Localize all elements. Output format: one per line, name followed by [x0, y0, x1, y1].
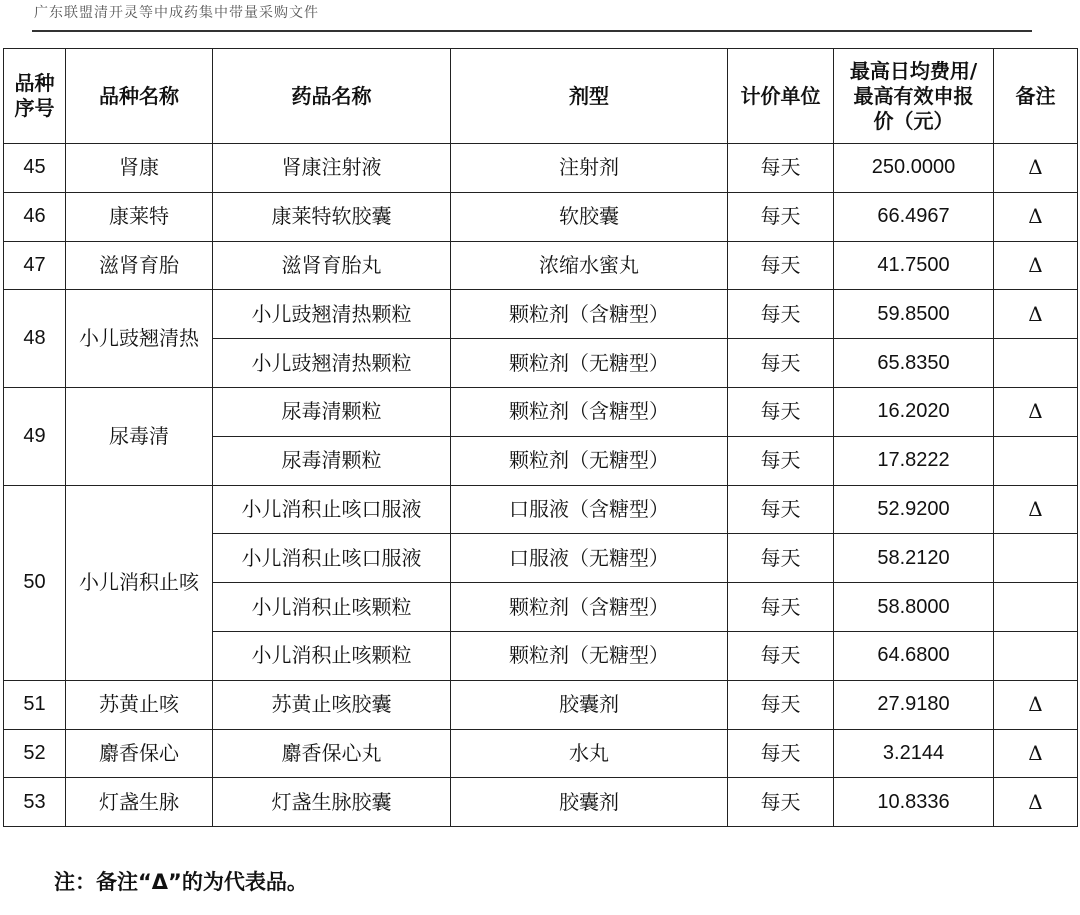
max-price-cell: 250.0000 [834, 144, 994, 193]
max-price-cell: 3.2144 [834, 729, 994, 778]
table-row [4, 485, 1078, 534]
remark-cell: Δ [994, 778, 1078, 827]
drug-name-cell: 小儿豉翘清热颗粒 [213, 339, 451, 388]
remark-cell [994, 631, 1078, 680]
table-row [4, 192, 1078, 241]
variety-no-cell: 50 [4, 485, 66, 680]
max-price-cell: 27.9180 [834, 680, 994, 729]
remark-cell: Δ [994, 729, 1078, 778]
drug-name-cell: 小儿消积止咳颗粒 [213, 631, 451, 680]
dosage-form-cell: 颗粒剂（含糖型） [451, 290, 728, 339]
remark-cell: Δ [994, 485, 1078, 534]
variety-no-cell: 46 [4, 192, 66, 241]
column-header-variety-name: 品种名称 [66, 49, 213, 144]
dosage-form-cell: 颗粒剂（无糖型） [451, 339, 728, 388]
pricing-unit-cell: 每天 [728, 680, 834, 729]
dosage-form-cell: 口服液（无糖型） [451, 534, 728, 583]
variety-name-cell: 小儿消积止咳 [66, 485, 213, 680]
variety-no-cell: 45 [4, 144, 66, 193]
pricing-unit-cell: 每天 [728, 290, 834, 339]
table-body [4, 144, 1078, 827]
table-row [4, 729, 1078, 778]
drug-name-cell: 小儿消积止咳颗粒 [213, 583, 451, 632]
dosage-form-cell: 注射剂 [451, 144, 728, 193]
pricing-unit-cell: 每天 [728, 387, 834, 436]
remark-cell [994, 534, 1078, 583]
remark-cell: Δ [994, 387, 1078, 436]
variety-no-cell: 47 [4, 241, 66, 290]
max-price-cell: 59.8500 [834, 290, 994, 339]
dosage-form-cell: 颗粒剂（含糖型） [451, 583, 728, 632]
drug-name-cell: 麝香保心丸 [213, 729, 451, 778]
max-price-cell: 10.8336 [834, 778, 994, 827]
drug-name-cell: 滋肾育胎丸 [213, 241, 451, 290]
column-header-max-price: 最高日均费用/ 最高有效申报 价（元） [834, 49, 994, 144]
pricing-unit-cell: 每天 [728, 729, 834, 778]
price-table [3, 48, 1078, 827]
drug-name-cell: 小儿豉翘清热颗粒 [213, 290, 451, 339]
remark-cell [994, 436, 1078, 485]
dosage-form-cell: 颗粒剂（含糖型） [451, 387, 728, 436]
dosage-form-cell: 水丸 [451, 729, 728, 778]
drug-name-cell: 康莱特软胶囊 [213, 192, 451, 241]
max-price-cell: 65.8350 [834, 339, 994, 388]
variety-name-cell: 肾康 [66, 144, 213, 193]
remark-cell: Δ [994, 290, 1078, 339]
drug-name-cell: 尿毒清颗粒 [213, 387, 451, 436]
variety-name-cell: 苏黄止咳 [66, 680, 213, 729]
remark-cell [994, 583, 1078, 632]
dosage-form-cell: 浓缩水蜜丸 [451, 241, 728, 290]
table-header-row [4, 49, 1078, 144]
pricing-unit-cell: 每天 [728, 778, 834, 827]
variety-name-cell: 小儿豉翘清热 [66, 290, 213, 388]
column-header-dosage-form: 剂型 [451, 49, 728, 144]
drug-name-cell: 肾康注射液 [213, 144, 451, 193]
max-price-cell: 16.2020 [834, 387, 994, 436]
table-row [4, 778, 1078, 827]
dosage-form-cell: 胶囊剂 [451, 680, 728, 729]
remark-cell: Δ [994, 680, 1078, 729]
variety-no-cell: 51 [4, 680, 66, 729]
variety-no-cell: 48 [4, 290, 66, 388]
column-header-remark: 备注 [994, 49, 1078, 144]
variety-no-cell: 49 [4, 387, 66, 485]
variety-name-cell: 麝香保心 [66, 729, 213, 778]
max-price-cell: 64.6800 [834, 631, 994, 680]
variety-name-cell: 滋肾育胎 [66, 241, 213, 290]
pricing-unit-cell: 每天 [728, 534, 834, 583]
max-price-cell: 58.8000 [834, 583, 994, 632]
table-row [4, 144, 1078, 193]
header-rule [32, 30, 1032, 32]
pricing-unit-cell: 每天 [728, 241, 834, 290]
document-header-title: 广东联盟清开灵等中成药集中带量采购文件 [34, 5, 319, 21]
max-price-cell: 52.9200 [834, 485, 994, 534]
remark-cell: Δ [994, 144, 1078, 193]
table-row [4, 387, 1078, 436]
remark-cell: Δ [994, 192, 1078, 241]
dosage-form-cell: 颗粒剂（无糖型） [451, 436, 728, 485]
drug-name-cell: 尿毒清颗粒 [213, 436, 451, 485]
pricing-unit-cell: 每天 [728, 436, 834, 485]
variety-no-cell: 53 [4, 778, 66, 827]
dosage-form-cell: 软胶囊 [451, 192, 728, 241]
max-price-cell: 66.4967 [834, 192, 994, 241]
max-price-cell: 17.8222 [834, 436, 994, 485]
footnote: 注：备注“Δ”的为代表品。 [54, 870, 308, 894]
table-row [4, 241, 1078, 290]
variety-name-cell: 尿毒清 [66, 387, 213, 485]
remark-cell [994, 339, 1078, 388]
drug-name-cell: 灯盏生脉胶囊 [213, 778, 451, 827]
column-header-drug-name: 药品名称 [213, 49, 451, 144]
column-header-pricing-unit: 计价单位 [728, 49, 834, 144]
pricing-unit-cell: 每天 [728, 583, 834, 632]
variety-name-cell: 灯盏生脉 [66, 778, 213, 827]
remark-cell: Δ [994, 241, 1078, 290]
pricing-unit-cell: 每天 [728, 192, 834, 241]
max-price-cell: 41.7500 [834, 241, 994, 290]
max-price-cell: 58.2120 [834, 534, 994, 583]
variety-name-cell: 康莱特 [66, 192, 213, 241]
pricing-unit-cell: 每天 [728, 144, 834, 193]
dosage-form-cell: 胶囊剂 [451, 778, 728, 827]
dosage-form-cell: 颗粒剂（无糖型） [451, 631, 728, 680]
drug-name-cell: 小儿消积止咳口服液 [213, 534, 451, 583]
table-row [4, 290, 1078, 339]
table-row [4, 680, 1078, 729]
drug-name-cell: 苏黄止咳胶囊 [213, 680, 451, 729]
pricing-unit-cell: 每天 [728, 339, 834, 388]
pricing-unit-cell: 每天 [728, 485, 834, 534]
dosage-form-cell: 口服液（含糖型） [451, 485, 728, 534]
drug-name-cell: 小儿消积止咳口服液 [213, 485, 451, 534]
pricing-unit-cell: 每天 [728, 631, 834, 680]
column-header-variety-no: 品种 序号 [4, 49, 66, 144]
variety-no-cell: 52 [4, 729, 66, 778]
